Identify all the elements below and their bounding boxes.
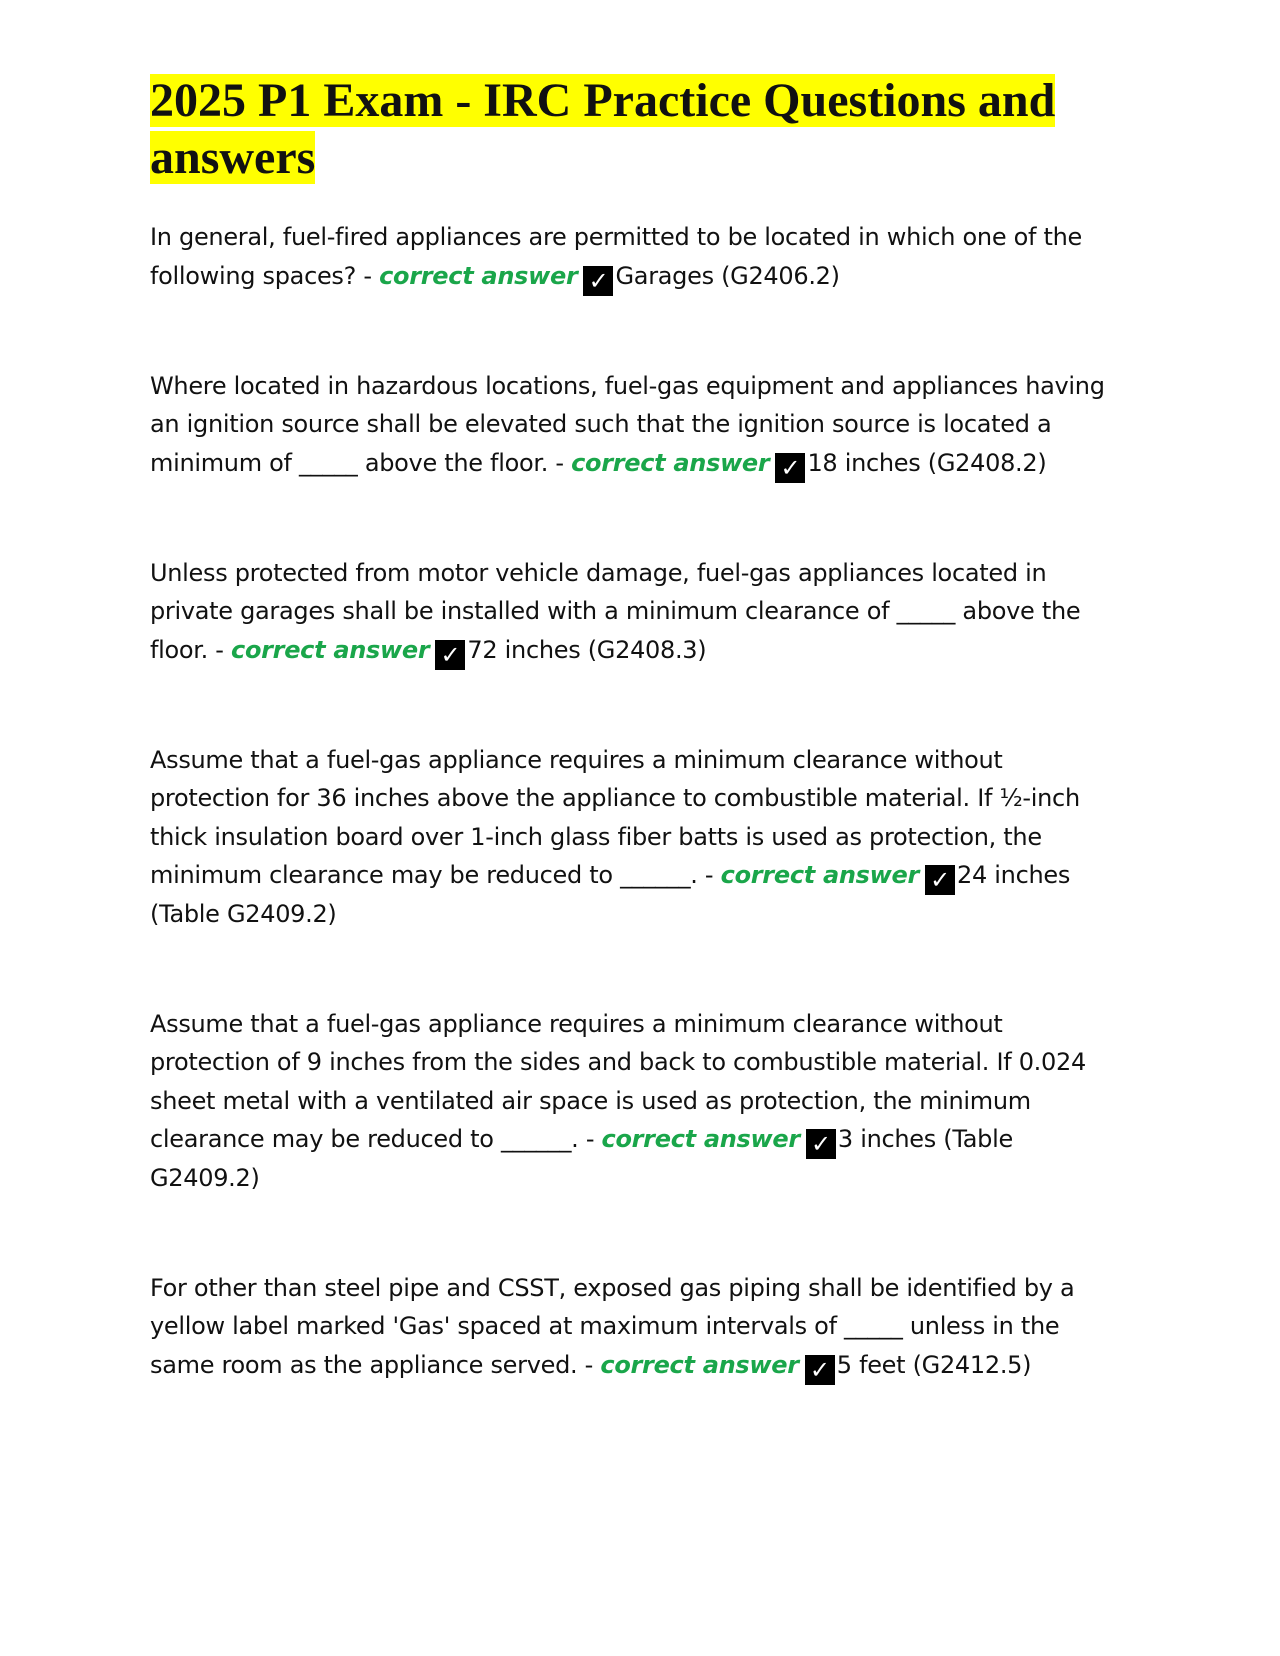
question-text: Assume that a fuel-gas appliance requires a minimum clearance without protection of 9 inches from the sides and back to combustible material. If 0.024 sheet metal with a ventilated air space is used as protection, the minimum clearance may be reduced to ______. - [150,1009,1086,1153]
answer-text: Garages (G2406.2) [615,261,840,290]
check-icon: ✓ [925,865,955,895]
correct-answer-label: correct answer [720,861,920,889]
check-icon: ✓ [435,640,465,670]
correct-answer-label: correct answer [379,261,578,290]
qa-item-4 [150,741,1110,934]
check-icon: ✓ [583,266,613,296]
answer-text: 5 feet (G2412.5) [836,1350,1032,1379]
document-title [150,72,1110,186]
correct-answer-label: correct answer [571,448,770,477]
answer-text: 3 inches (Table G2409.2) [150,1125,1013,1192]
document-title-text: 2025 P1 Exam - IRC Practice Questions and answers [150,74,1056,184]
correct-answer-label: correct answer [600,1350,799,1379]
answer-text: 24 inches (Table G2409.2) [150,861,1071,928]
qa-item-6 [150,1269,1110,1385]
question-text: Where located in hazardous locations, fuel-gas equipment and appliances having an ignition source shall be elevated such that the ignition source is located a minimum of _____ above the floor. - [150,371,1105,477]
correct-answer-label: correct answer [231,635,430,664]
check-icon: ✓ [806,1129,836,1159]
qa-item-5 [150,1005,1110,1198]
check-icon: ✓ [805,1355,835,1385]
qa-item-1 [150,218,1110,296]
qa-item-2 [150,367,1110,483]
question-text: Unless protected from motor vehicle damage, fuel-gas appliances located in private garages shall be installed with a minimum clearance of _____ above the floor. - [150,558,1081,664]
document-page [150,72,1110,1456]
correct-answer-label: correct answer [601,1125,800,1153]
check-icon: ✓ [775,453,805,483]
question-text: Assume that a fuel-gas appliance requires a minimum clearance without protection for 36 inches above the appliance to combustible material. If ½-inch thick insulation board over 1-inch glass fiber batts is used as protection, the minimum clearance may be reduced to ______. - [150,745,1080,889]
qa-item-3 [150,554,1110,670]
question-text: For other than steel pipe and CSST, exposed gas piping shall be identified by a yellow label marked 'Gas' spaced at maximum intervals of _____ unless in the same room as the appliance served. - [150,1273,1075,1379]
answer-text: 18 inches (G2408.2) [807,448,1047,477]
question-text: In general, fuel-fired appliances are permitted to be located in which one of the following spaces? - [150,223,1082,290]
answer-text: 72 inches (G2408.3) [467,635,707,664]
